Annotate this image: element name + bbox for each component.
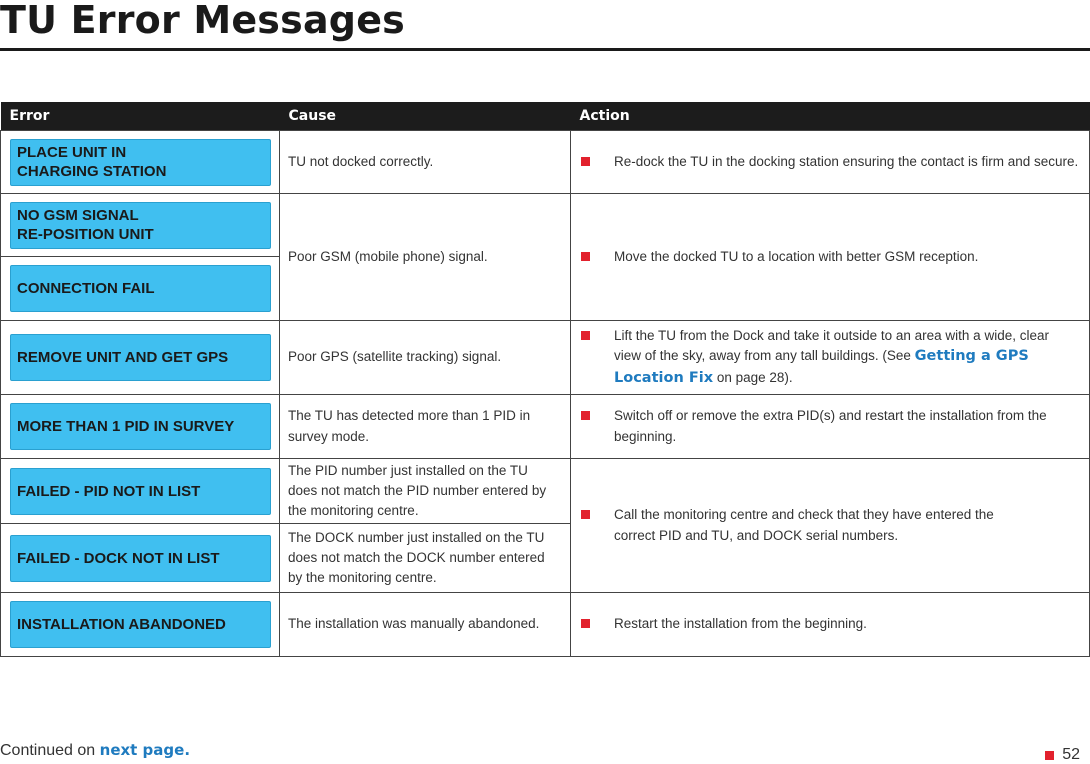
error-code: CONNECTION FAIL (10, 265, 271, 312)
error-code: NO GSM SIGNAL RE-POSITION UNIT (10, 202, 271, 249)
error-cell (1, 257, 280, 321)
error-code: MORE THAN 1 PID IN SURVEY (10, 403, 271, 450)
error-cell (1, 524, 280, 593)
action-text: Restart the installation from the beginning. (614, 616, 867, 632)
cause-cell: The TU has detected more than 1 PID in survey mode. (280, 395, 571, 459)
bullet-icon (581, 157, 590, 166)
bullet-icon (581, 619, 590, 628)
getting-gps-fix-link[interactable]: Getting a GPS Location Fix (614, 347, 1029, 386)
bullet-icon (1045, 751, 1054, 760)
action-cell (571, 593, 1090, 657)
table-row (1, 459, 1090, 524)
action-text: Switch off or remove the extra PID(s) and restart the installation from the beginning. (614, 408, 1047, 444)
action-text: Call the monitoring centre and check that they have entered the correct PID and TU, and DOCK serial numbers. (614, 507, 994, 543)
header-action: Action (571, 102, 1090, 131)
error-cell (1, 131, 280, 194)
cause-cell: TU not docked correctly. (280, 131, 571, 194)
error-code: FAILED - PID NOT IN LIST (10, 468, 271, 515)
bullet-icon (581, 411, 590, 420)
cause-cell: The DOCK number just installed on the TU does not match the DOCK number entered by the monitoring centre. (280, 524, 571, 593)
bullet-icon (581, 510, 590, 519)
table-row (1, 321, 1090, 395)
action-cell (571, 395, 1090, 459)
page-number: 52 (1062, 746, 1080, 763)
next-page-link[interactable]: next page. (99, 741, 191, 759)
table-row (1, 395, 1090, 459)
action-text: Lift the TU from the Dock and take it outside to an area with a wide, clear view of the sky, away from any tall buildings. (See Getting a GPS Location Fix on page 28). (614, 327, 1049, 386)
error-cell (1, 194, 280, 257)
table-header-row (1, 102, 1090, 131)
error-cell (1, 321, 280, 395)
cause-cell: Poor GPS (satellite tracking) signal. (280, 321, 571, 395)
cause-cell: Poor GSM (mobile phone) signal. (280, 194, 571, 321)
action-text: Move the docked TU to a location with better GSM reception. (614, 248, 979, 264)
cause-cell: The installation was manually abandoned. (280, 593, 571, 657)
action-cell (571, 459, 1090, 593)
error-code: PLACE UNIT IN CHARGING STATION (10, 139, 271, 186)
action-cell (571, 131, 1090, 194)
cause-cell: The PID number just installed on the TU does not match the PID number entered by the monitoring centre. (280, 459, 571, 524)
title-divider (0, 48, 1090, 51)
action-cell (571, 321, 1090, 395)
error-code: FAILED - DOCK NOT IN LIST (10, 535, 271, 582)
bullet-icon (581, 252, 590, 261)
table-row (1, 194, 1090, 257)
error-cell (1, 395, 280, 459)
table-row (1, 593, 1090, 657)
continued-note: Continued on next page. (0, 741, 191, 759)
action-text: Re-dock the TU in the docking station ensuring the contact is firm and secure. (614, 153, 1079, 169)
header-cause: Cause (280, 102, 571, 131)
error-messages-table (0, 102, 1090, 657)
error-cell (1, 459, 280, 524)
page-number-block (1045, 746, 1080, 764)
bullet-icon (581, 331, 590, 340)
error-code: INSTALLATION ABANDONED (10, 601, 271, 648)
error-code: REMOVE UNIT AND GET GPS (10, 334, 271, 381)
error-cell (1, 593, 280, 657)
page-title: TU Error Messages (0, 0, 405, 42)
table-row (1, 131, 1090, 194)
header-error: Error (1, 102, 280, 131)
action-cell (571, 194, 1090, 321)
